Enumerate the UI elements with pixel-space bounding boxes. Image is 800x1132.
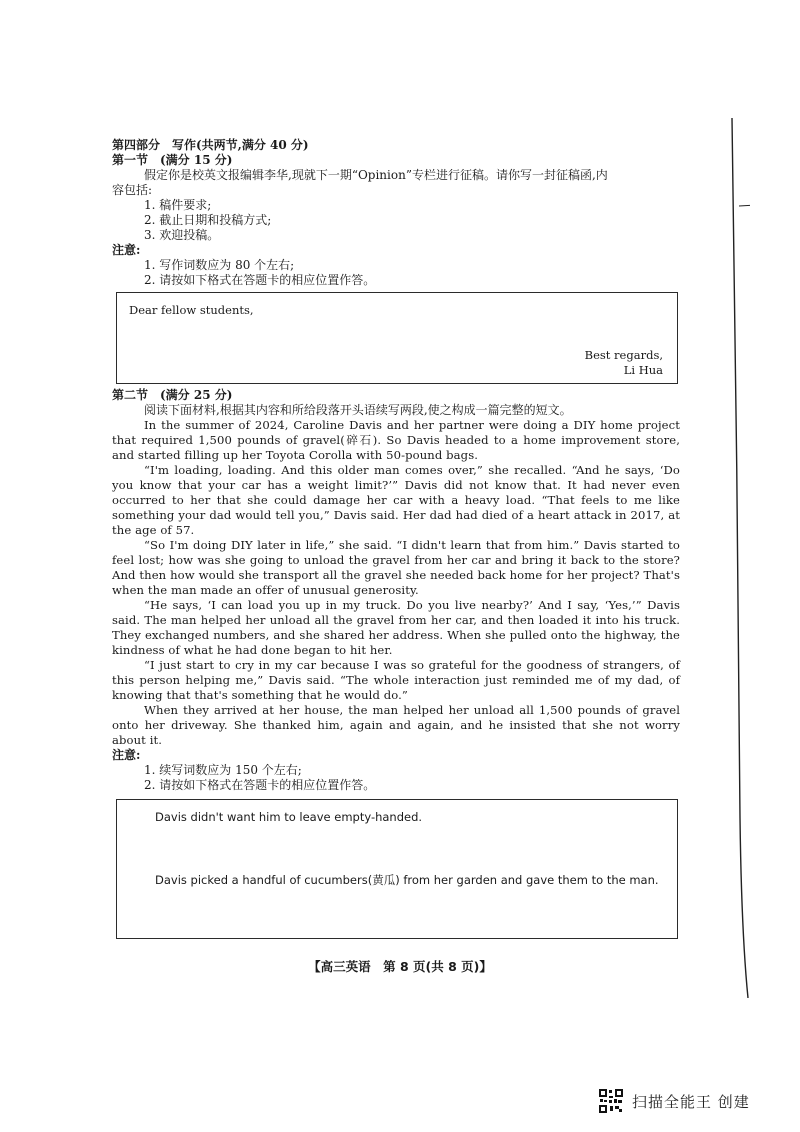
section2-instruction: 阅读下面材料,根据其内容和所给段落开头语续写两段,使之构成一篇完整的短文。 xyxy=(144,403,572,417)
story-paragraph: “I'm loading, loading. And this older man comes over,” she recalled. “And he says, ‘Do you know that your car has a weight limit?’” Davis did not know that. It had never even occurred to her that she could damage her car with a heavy load. “That feels to me like something your dad would tell you,” Davis said. Her dad had died of a heart attack in 2017, at the age of 57. xyxy=(112,463,680,537)
letter-closing-block xyxy=(585,348,663,378)
page-footer: 【高三英语 第 8 页(共 8 页)】 xyxy=(308,959,492,974)
section1-notes-title: 注意: xyxy=(112,243,141,257)
story-paragraph: “I just start to cry in my car because I was so grateful for the goodness of strangers, of this person helping me,” Davis said. “The whole interaction just reminded me of my dad, of knowing that that's something that he would do.” xyxy=(112,658,680,702)
section2-notes-title: 注意: xyxy=(112,748,141,762)
exam-page xyxy=(112,138,680,939)
letter-salutation: Dear fellow students, xyxy=(129,303,254,317)
story-paragraph: “So I'm doing DIY later in life,” she said. “I didn't learn that from him.” Davis started to feel lost; how was she going to unload the gravel from her car and bring it back to the store? And then how would she transport all the gravel she needed back home for her project? That's when the man made an offer of unusual generosity. xyxy=(112,538,680,597)
letter-answer-box xyxy=(116,292,678,384)
letter-signature: Li Hua xyxy=(623,363,663,377)
section2-note: 2. 请按如下格式在答题卡的相应位置作答。 xyxy=(144,778,376,792)
section1-prompt-line1: 假定你是校英文报编辑李华,现就下一期“Opinion”专栏进行征稿。请你写一封征稿函,内 xyxy=(144,168,608,182)
section1-note: 2. 请按如下格式在答题卡的相应位置作答。 xyxy=(144,273,376,287)
scanner-watermark xyxy=(598,1088,750,1114)
section2-title: 第二节 (满分 25 分) xyxy=(112,388,233,402)
watermark-text: 扫描全能王 创建 xyxy=(632,1092,750,1111)
qr-code-icon xyxy=(598,1088,624,1114)
section1-note: 1. 写作词数应为 80 个左右; xyxy=(144,258,295,272)
story-paragraph: When they arrived at her house, the man helped her unload all 1,500 pounds of gravel onto her driveway. She thanked him, again and again, and he insisted that she not worry about it. xyxy=(112,703,680,747)
part4-title: 第四部分 写作(共两节,满分 40 分) xyxy=(112,138,309,152)
continuation-para1-opening: Davis didn't want him to leave empty-handed. xyxy=(155,810,423,824)
section1-prompt-line2: 容包括: xyxy=(112,183,153,197)
letter-closing: Best regards, xyxy=(584,348,663,362)
section1-item: 1. 稿件要求; xyxy=(144,198,212,212)
story-paragraph: “He says, ‘I can load you up in my truck. Do you live nearby?’ And I say, ‘Yes,’” Davis said. The man helped her unload all the gravel from her car, and then loaded it into his truck. They exchanged numbers, and she shared her address. When she pulled onto the highway, the kindness of what he had done began to hit her. xyxy=(112,598,680,657)
section1-title: 第一节 (满分 15 分) xyxy=(112,153,233,167)
section1-item: 2. 截止日期和投稿方式; xyxy=(144,213,272,227)
story-paragraph: In the summer of 2024, Caroline Davis and her partner were doing a DIY home project that required 1,500 pounds of gravel(碎石). So Davis headed to a home improvement store, and started filling up her Toyota Corolla with 50-pound bags. xyxy=(112,418,680,462)
section1-item: 3. 欢迎投稿。 xyxy=(144,228,220,242)
binding-margin-line xyxy=(730,118,750,998)
continuation-answer-box xyxy=(116,799,678,939)
continuation-para2-opening: Davis picked a handful of cucumbers(黄瓜) from her garden and gave them to the man. xyxy=(155,873,659,887)
section2-note: 1. 续写词数应为 150 个左右; xyxy=(144,763,302,777)
